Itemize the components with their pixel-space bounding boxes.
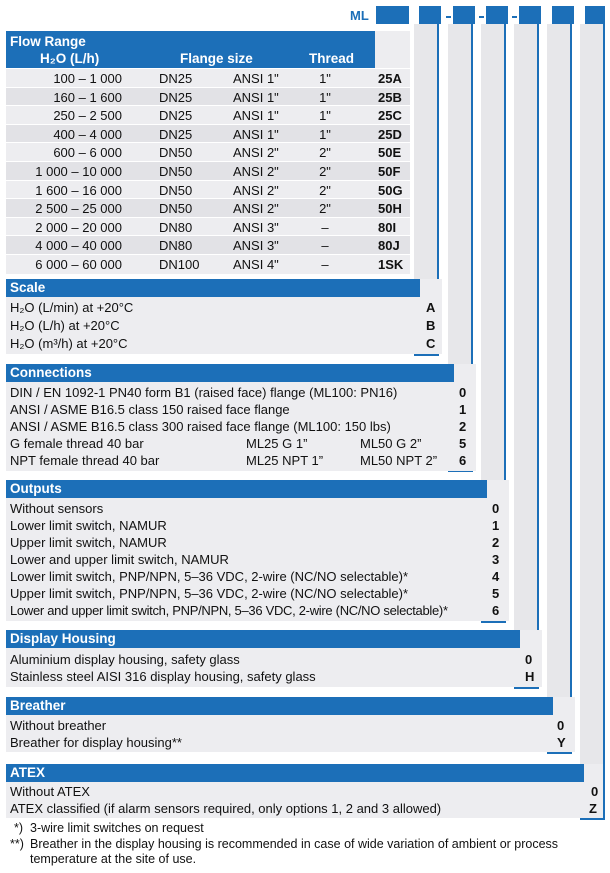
flow-range-code: 25A xyxy=(378,71,402,86)
connection-code: 0 xyxy=(459,385,467,400)
display-housing-row xyxy=(6,651,542,668)
display-housing-section xyxy=(6,630,542,687)
connection-label: G female thread 40 bar xyxy=(10,436,144,451)
flow-range-title: Flow Range xyxy=(10,34,86,49)
breather-label: Breather for display housing** xyxy=(10,735,182,750)
code-separator xyxy=(446,16,451,18)
code-separator xyxy=(479,16,484,18)
flow-range-range: 160 – 1 600 xyxy=(53,89,122,105)
atex-row xyxy=(6,800,603,817)
connector-breather xyxy=(547,24,572,754)
code-separator xyxy=(512,16,517,18)
flow-range-range: 2 000 – 20 000 xyxy=(35,219,122,235)
breather-row xyxy=(6,717,575,734)
output-code: 3 xyxy=(492,552,500,567)
outputs-title: Outputs xyxy=(6,480,487,498)
connection-code: 2 xyxy=(459,419,467,434)
code-box-flow-range xyxy=(376,6,409,24)
flow-range-subtitle: H₂O (L/h) xyxy=(40,51,100,66)
code-box-atex xyxy=(585,6,605,24)
flow-range-row xyxy=(6,87,410,107)
flow-range-code: 50F xyxy=(378,164,401,179)
flow-range-row xyxy=(6,180,410,200)
breather-label: Without breather xyxy=(10,718,107,733)
output-label: Lower and upper limit switch, NAMUR xyxy=(10,552,229,567)
flow-range-thread: 1" xyxy=(319,89,331,105)
flow-range-dn: DN50 xyxy=(159,182,193,198)
flow-range-dn: DN50 xyxy=(159,201,193,217)
output-row xyxy=(6,500,509,517)
connector-atex xyxy=(580,24,605,820)
flow-range-row xyxy=(6,235,410,255)
flow-range-ansi: ANSI 1" xyxy=(233,108,279,124)
flow-range-thread: 1" xyxy=(319,71,331,86)
flow-range-range: 6 000 – 60 000 xyxy=(35,257,122,272)
flow-range-code: 80I xyxy=(378,219,397,235)
output-label: Without sensors xyxy=(10,501,104,516)
flow-range-thread: – xyxy=(321,219,329,235)
flow-range-row xyxy=(6,198,410,218)
code-box-outputs xyxy=(486,6,508,24)
flow-range-dn: DN25 xyxy=(159,126,193,142)
flow-range-row xyxy=(6,161,410,181)
display-housing-row xyxy=(6,668,542,685)
flow-range-range: 250 – 2 500 xyxy=(53,108,122,124)
flow-range-code: 25B xyxy=(378,89,402,105)
output-label: Lower and upper limit switch, PNP/NPN, 5–36 VDC, 2-wire (NC/NO selectable)* xyxy=(10,603,448,618)
connections-title: Connections xyxy=(6,364,454,382)
flow-range-range: 2 500 – 25 000 xyxy=(35,201,122,217)
flow-range-range: 1 600 – 16 000 xyxy=(35,182,122,198)
output-code: 4 xyxy=(492,569,500,584)
display-housing-label: Stainless steel AISI 316 display housing, safety glass xyxy=(10,669,316,684)
flow-range-ansi: ANSI 3" xyxy=(233,238,279,254)
flow-range-dn: DN25 xyxy=(159,89,193,105)
code-box-scale xyxy=(419,6,441,24)
code-box-connections xyxy=(453,6,475,24)
output-code: 1 xyxy=(492,518,500,533)
connection-row xyxy=(6,401,476,418)
scale-row xyxy=(6,335,442,352)
connection-ml50: ML50 G 2” xyxy=(360,436,422,451)
flow-range-row xyxy=(6,142,410,162)
connection-code: 5 xyxy=(459,436,467,451)
flow-range-code: 25C xyxy=(378,108,402,124)
flow-range-dn: DN80 xyxy=(159,238,193,254)
flow-range-ansi: ANSI 3" xyxy=(233,219,279,235)
flow-range-ansi: ANSI 1" xyxy=(233,89,279,105)
flow-range-dn: DN80 xyxy=(159,219,193,235)
connection-code: 1 xyxy=(459,402,467,417)
flow-range-code: 50G xyxy=(378,182,403,198)
flow-range-thread: 1" xyxy=(319,108,331,124)
output-code: 0 xyxy=(492,501,500,516)
output-code: 6 xyxy=(492,603,499,618)
flow-range-ansi: ANSI 2" xyxy=(233,182,279,198)
flow-range-thread: 2" xyxy=(319,182,331,198)
scale-label: H₂O (L/h) at +20°C xyxy=(10,318,120,333)
flow-range-section xyxy=(6,31,410,271)
flow-range-range: 100 – 1 000 xyxy=(53,71,122,86)
flow-range-dn: DN25 xyxy=(159,108,193,124)
output-label: Lower limit switch, PNP/NPN, 5–36 VDC, 2-wire (NC/NO selectable)* xyxy=(10,569,409,584)
flow-range-row xyxy=(6,254,410,274)
connection-ml25: ML25 G 1” xyxy=(246,436,308,451)
connection-label: ANSI / ASME B16.5 class 300 raised face flange (ML100: 150 lbs) xyxy=(10,419,391,434)
breather-section xyxy=(6,697,575,752)
footnote-text: 3-wire limit switches on request xyxy=(30,821,204,835)
output-label: Lower limit switch, NAMUR xyxy=(10,518,167,533)
flow-range-dn: DN100 xyxy=(159,257,200,272)
connector-display-housing xyxy=(514,24,539,689)
flow-range-code: 1SK xyxy=(378,257,404,272)
flow-range-code: 50H xyxy=(378,201,402,217)
flow-range-row xyxy=(6,217,410,237)
output-label: Upper limit switch, PNP/NPN, 5–36 VDC, 2-wire (NC/NO selectable)* xyxy=(10,586,409,601)
flow-range-ansi: ANSI 2" xyxy=(233,145,279,161)
connection-ml25: ML25 NPT 1” xyxy=(246,453,324,468)
scale-label: H₂O (L/min) at +20°C xyxy=(10,300,134,315)
flow-range-row xyxy=(6,105,410,125)
flow-range-ansi: ANSI 4" xyxy=(233,257,279,272)
flow-range-code: 50E xyxy=(378,145,402,161)
output-row xyxy=(6,585,509,602)
scale-title: Scale xyxy=(6,279,420,297)
code-box-breather xyxy=(552,6,574,24)
display-housing-label: Aluminium display housing, safety glass xyxy=(10,652,240,667)
flow-range-ansi: ANSI 2" xyxy=(233,201,279,217)
footnote-text: Breather in the display housing is recommended in case of wide variation of ambient or process temperature at the site of use. xyxy=(30,837,559,866)
flow-range-range: 600 – 6 000 xyxy=(53,145,122,161)
connection-row xyxy=(6,435,476,452)
output-code: 5 xyxy=(492,586,500,601)
output-row xyxy=(6,534,509,551)
scale-code: B xyxy=(426,318,436,333)
flow-range-row xyxy=(6,124,410,144)
thread-header: Thread xyxy=(309,51,355,66)
flow-range-dn: DN25 xyxy=(159,71,193,86)
scale-row xyxy=(6,317,442,334)
connection-label: DIN / EN 1092-1 PN40 form B1 (raised face) flange (ML100: PN16) xyxy=(10,385,398,400)
atex-section xyxy=(6,764,603,818)
scale-code: C xyxy=(426,336,436,351)
breather-code: Y xyxy=(557,735,566,750)
atex-code: 0 xyxy=(591,784,599,799)
atex-label: Without ATEX xyxy=(10,784,90,799)
atex-code: Z xyxy=(589,801,597,816)
flow-range-range: 400 – 4 000 xyxy=(53,126,122,142)
flow-range-thread: 2" xyxy=(319,164,331,179)
connection-label: NPT female thread 40 bar xyxy=(10,453,160,468)
atex-label: ATEX classified (if alarm sensors required, only options 1, 2 and 3 allowed) xyxy=(10,801,442,816)
flow-range-range: 1 000 – 10 000 xyxy=(35,164,122,179)
flow-range-ansi: ANSI 1" xyxy=(233,126,279,142)
scale-row xyxy=(6,299,442,316)
flow-range-row xyxy=(6,68,410,88)
output-row xyxy=(6,602,509,619)
flow-range-ansi: ANSI 1" xyxy=(233,71,279,86)
output-code: 2 xyxy=(492,535,500,550)
flow-range-range: 4 000 – 40 000 xyxy=(35,238,122,254)
connection-row xyxy=(6,418,476,435)
connection-row xyxy=(6,384,476,401)
flow-range-ansi: ANSI 2" xyxy=(233,164,279,179)
scale-code: A xyxy=(426,300,436,315)
flow-range-dn: DN50 xyxy=(159,164,193,179)
atex-title: ATEX xyxy=(6,764,584,782)
connection-code: 6 xyxy=(459,453,467,468)
display-housing-code: 0 xyxy=(525,652,533,667)
outputs-section xyxy=(6,480,509,621)
flow-range-thread: – xyxy=(321,257,329,272)
flow-range-thread: 1" xyxy=(319,126,331,142)
breather-row xyxy=(6,734,575,751)
output-row xyxy=(6,517,509,534)
footnote-mark: *) xyxy=(14,821,24,835)
flange-size-header: Flange size xyxy=(180,51,253,66)
breather-title: Breather xyxy=(6,697,553,715)
breather-code: 0 xyxy=(557,718,565,733)
code-box-display-housing xyxy=(519,6,541,24)
display-housing-code: H xyxy=(525,669,535,684)
flow-range-header xyxy=(6,31,375,68)
output-row xyxy=(6,568,509,585)
order-code-prefix: ML xyxy=(350,8,369,23)
output-row xyxy=(6,551,509,568)
flow-range-thread: – xyxy=(321,238,329,254)
display-housing-title: Display Housing xyxy=(6,630,520,648)
flow-range-thread: 2" xyxy=(319,201,331,217)
flow-range-dn: DN50 xyxy=(159,145,193,161)
footnote-mark: **) xyxy=(10,837,24,851)
scale-section xyxy=(6,279,442,354)
connections-section xyxy=(6,364,476,471)
connection-row xyxy=(6,452,476,469)
connection-label: ANSI / ASME B16.5 class 150 raised face flange xyxy=(10,402,290,417)
flow-range-code: 25D xyxy=(378,126,402,142)
scale-label: H₂O (m³/h) at +20°C xyxy=(10,336,128,351)
connection-ml50: ML50 NPT 2” xyxy=(360,453,438,468)
flow-range-thread: 2" xyxy=(319,145,331,161)
output-label: Upper limit switch, NAMUR xyxy=(10,535,167,550)
atex-row xyxy=(6,783,603,800)
flow-range-code: 80J xyxy=(378,238,400,254)
